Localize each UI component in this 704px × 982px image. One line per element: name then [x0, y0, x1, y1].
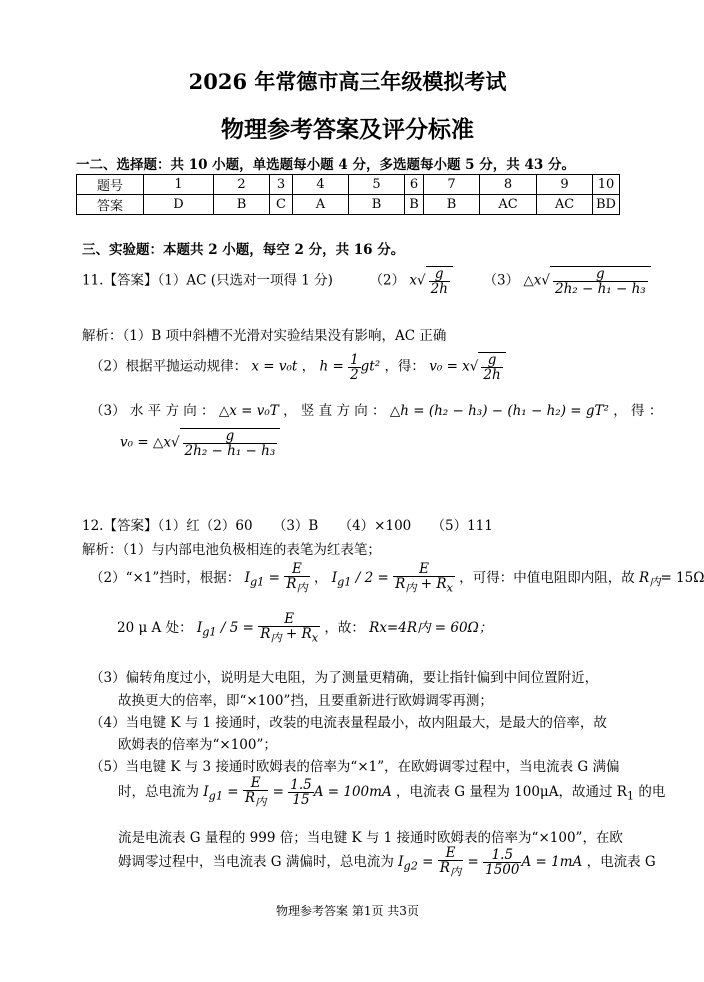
- q11-analysis-2-text: （2）根据平抛运动规律：: [90, 358, 248, 375]
- q12-para-5c: 流是电流表 G 量程的 999 倍；当电键 K 与 1 接通时欧姆表的倍率为“×100”，在欧: [118, 830, 623, 846]
- q12-analysis-2b-mid: ，故：: [324, 619, 365, 636]
- table-cell: 10: [593, 175, 620, 195]
- table-cell: A: [293, 195, 349, 215]
- table-header-cell: 答案: [77, 195, 144, 215]
- q12-analysis-1: 解析：（1）与内部电池负极相连的表笔为红表笔；: [82, 542, 381, 558]
- q12-answer-line: 12.【答案】（1）红（2）60 （3）B （4）×100 （5）111: [82, 518, 493, 534]
- q11-analysis-2: （2）根据平抛运动规律： x = v₀t ， h = $\frac{1}{2}$ gt² ，得： v₀ = x√ $\frac{g}{2h}$: [90, 352, 506, 382]
- table-cell: AC: [537, 195, 593, 215]
- table-row: [77, 175, 620, 195]
- table-cell: 5: [349, 175, 405, 195]
- section-choice-heading: 一二、选择题：共 10 小题，单选题每小题 4 分，多选题每小题 5 分，共 43 分。: [76, 157, 575, 173]
- q12-para-3a: （3）偏转角度过小，说明是大电阻，为了测量更精确，要让指针偏到中间位置附近，: [90, 670, 599, 686]
- q12-para-5d-end: ，电流表 G: [586, 853, 656, 870]
- table-cell: 7: [424, 175, 480, 195]
- q12-para-5b: 时，总电流为 $I_{g1}$ = $\frac{E}{R_内}$ = $\frac{1.5}{15}$ A = 100mA ，电流表 G 量程为 100μA，故通过 $R_1$ 的电: [118, 775, 666, 809]
- q11-answer-3-formula: △x√ $\frac{g}{\text{2h₂ − h₁ − h₃}}$: [523, 266, 650, 296]
- table-cell: 3: [270, 175, 293, 195]
- q12-analysis-2-value: = 15Ω: [660, 569, 704, 586]
- table-cell: 8: [480, 175, 537, 195]
- q11-analysis-1: 解析：（1）B 项中斜槽不光滑对实验结果没有影响，AC 正确: [82, 328, 447, 344]
- table-cell: 2: [214, 175, 270, 195]
- section-experiment-heading: 三、实验题：本题共 2 小题，每空 2 分，共 16 分。: [82, 242, 405, 258]
- q12-analysis-2-mid: ，可得：中值电阻即内阻，故: [459, 569, 635, 586]
- q12-para-5b-end: 的电: [638, 783, 666, 800]
- answer-table: [76, 174, 620, 215]
- table-cell: 4: [293, 175, 349, 195]
- table-row: [77, 195, 620, 215]
- table-cell: D: [144, 195, 214, 215]
- q11-answer-2-label: （2）: [369, 272, 406, 289]
- q12-analysis-2b-value: Rx=4R内 = 60Ω；: [369, 619, 493, 636]
- q11-answer-prefix: 11.【答案】: [82, 272, 158, 289]
- q12-para-4a: （4）当电键 K 与 1 接通时，改装的电流表量程最小，故内阻最大，是最大的倍率，故: [90, 715, 607, 731]
- table-cell: B: [349, 195, 405, 215]
- q11-analysis-3-end: ， 得 ：: [613, 403, 663, 419]
- table-cell: BD: [593, 195, 620, 215]
- q12-para-5a: （5）当电键 K 与 3 接通时欧姆表的倍率为“×1”，在欧姆调零过程中，当电流表 G 满偏: [90, 759, 620, 775]
- q12-para-3b: 故换更大的倍率，即“×100”挡，且要重新进行欧姆调零再测；: [118, 693, 493, 709]
- q12-analysis-2-text: （2）“×1”挡时，根据：: [90, 569, 241, 586]
- q11-answer-2-formula: x√ $\frac{g}{2h}$: [409, 266, 453, 296]
- q12-para-5b-text: 时，总电流为: [118, 783, 199, 800]
- q12-analysis-2: （2）“×1”挡时，根据： $I_{g1}$ = $\frac{E}{R_内}$ ， $I_{g1} / 2$ = $\frac{E}{R_内 + R_x}$ ，可得：中值电阻即内阻，故 $R_内= 15\Omega$: [90, 561, 704, 595]
- q11-answer-1: （1）AC (只选对一项得 1 分): [157, 272, 333, 289]
- table-header-cell: 题号: [77, 175, 144, 195]
- exam-title: 2026 年常德市高三年级模拟考试: [188, 69, 507, 94]
- page-footer: 物理参考答案 第1页 共3页: [276, 904, 419, 918]
- answer-key-title: 物理参考答案及评分标准: [221, 116, 474, 143]
- table-cell: 9: [537, 175, 593, 195]
- q12-para-5d: 姆调零过程中，当电流表 G 满偏时，总电流为 $I_{g2}$ = $\frac{E}{R_内}$ = $\frac{1.5}{1500}$ A = 1mA ，电流表 G: [118, 845, 656, 879]
- q11-analysis-3: （3） 水 平 方 向 ： △x = v₀T ， 竖 直 方 向 ： △h = (h₂ − h₃) − (h₁ − h₂) = gT² ， 得 ：: [90, 403, 663, 419]
- q12-para-5b-mid: ，电流表 G 量程为 100μA，故通过 R: [396, 783, 627, 800]
- table-cell: B: [405, 195, 424, 215]
- q11-answer-line: [82, 266, 651, 296]
- table-cell: C: [270, 195, 293, 215]
- q11-analysis-3-text: （3） 水 平 方 向 ：: [90, 403, 215, 419]
- q11-analysis-3-result: v₀ = △x√ $\frac{g}{\text{2h₂ − h₁ − h₃}}$: [120, 428, 280, 458]
- table-cell: AC: [480, 195, 537, 215]
- q12-analysis-2b: 20 μ A 处： $I_{g1} / 5$ = $\frac{E}{R_内 + R_x}$ ，故： Rx=4R内 = 60Ω；: [117, 611, 493, 645]
- table-cell: 6: [405, 175, 424, 195]
- q12-para-4b: 欧姆表的倍率为“×100”；: [118, 737, 277, 753]
- q11-analysis-2-mid: ，得：: [384, 358, 425, 375]
- table-cell: 1: [144, 175, 214, 195]
- table-cell: B: [424, 195, 480, 215]
- table-cell: B: [214, 195, 270, 215]
- q11-answer-3-label: （3）: [483, 272, 520, 289]
- q12-para-5d-text: 姆调零过程中，当电流表 G 满偏时，总电流为: [118, 853, 394, 870]
- q11-analysis-3-mid: ， 竖 直 方 向 ：: [283, 403, 386, 419]
- q12-analysis-2b-text: 20 μ A 处：: [117, 619, 193, 636]
